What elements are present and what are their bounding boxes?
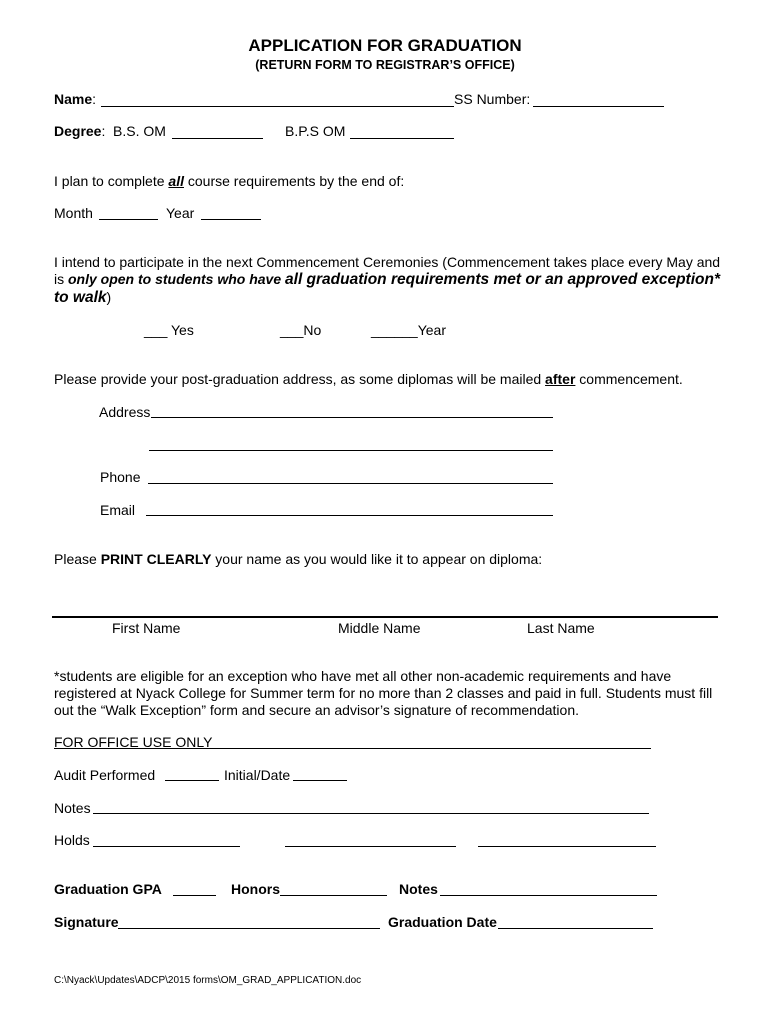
name-colon: :	[92, 91, 97, 107]
address-prefix: Please provide your post-graduation address, as some diplomas will be mailed	[54, 371, 546, 387]
yes-blank: ___	[144, 322, 168, 338]
first-name-label: First Name	[112, 620, 181, 636]
notes-label: Notes	[54, 800, 91, 816]
commencement-emphasis-2: all graduation requirements met or an approved exception*	[285, 271, 720, 288]
diploma-name-field[interactable]	[52, 616, 718, 618]
print-prefix: Please	[54, 551, 101, 567]
office-use-heading: FOR OFFICE USE ONLY	[54, 734, 213, 750]
address-instruction	[54, 371, 683, 387]
commencement-close-paren: )	[106, 289, 112, 305]
name-field[interactable]	[101, 106, 454, 107]
form-title: APPLICATION FOR GRADUATION	[248, 36, 522, 55]
degree-bps-field[interactable]	[350, 138, 454, 139]
address-field-line-1[interactable]	[151, 417, 553, 418]
address-after-emphasis: after	[545, 371, 576, 387]
degree-bs-field[interactable]	[172, 138, 263, 139]
honors-label: Honors	[231, 881, 280, 897]
email-label: Email	[100, 502, 136, 518]
middle-name-label: Middle Name	[338, 620, 421, 636]
form-subtitle: (RETURN FORM TO REGISTRAR’S OFFICE)	[255, 58, 515, 72]
commencement-emphasis-1: only open to students who have	[68, 271, 286, 287]
year-option-label: Year	[417, 322, 447, 338]
year-option-blank: ______	[371, 322, 418, 338]
no-option[interactable]	[280, 322, 321, 338]
address-suffix: commencement.	[575, 371, 683, 387]
no-blank: ___	[280, 322, 304, 338]
exception-footnote: *students are eligible for an exception who have met all other non-academic requirements and have registered at Nyack College for Summer term for no more than 2 classes and paid in full. Students must fill out the “Walk Exception” form and secure an advisor’s signature of recommendation.	[54, 668, 713, 718]
phone-label: Phone	[100, 469, 141, 485]
degree-colon: :	[101, 123, 106, 139]
month-label: Month	[54, 205, 93, 221]
name-label-group	[54, 91, 96, 107]
print-suffix: your name as you would like it to appear on diploma:	[211, 551, 543, 567]
audit-performed-label: Audit Performed	[54, 767, 156, 783]
graduation-gpa-label: Graduation GPA	[54, 881, 162, 897]
plan-all-emphasis: all	[168, 173, 184, 189]
phone-field[interactable]	[148, 483, 553, 484]
commencement-to-walk: to walk	[54, 289, 107, 306]
ss-number-label: SS Number:	[454, 91, 531, 107]
print-clearly-emphasis: PRINT CLEARLY	[100, 551, 212, 567]
name-label: Name	[54, 91, 93, 107]
final-notes-field[interactable]	[440, 895, 657, 896]
year-option[interactable]	[371, 322, 446, 338]
holds-field-2[interactable]	[285, 846, 456, 847]
honors-field[interactable]	[280, 895, 387, 896]
year-label: Year	[166, 205, 195, 221]
address-label: Address	[99, 404, 151, 420]
degree-bs-label: B.S. OM	[113, 123, 166, 139]
commencement-line-1: I intend to participate in the next Commencement Ceremonies (Commencement takes place every May and	[54, 254, 721, 270]
final-notes-label: Notes	[399, 881, 438, 897]
degree-label: Degree	[54, 123, 102, 139]
no-label: No	[303, 322, 322, 338]
audit-performed-field[interactable]	[165, 780, 219, 781]
initial-date-field[interactable]	[293, 780, 347, 781]
plan-statement	[54, 173, 404, 189]
graduation-date-field[interactable]	[498, 928, 653, 929]
address-field-line-2[interactable]	[149, 450, 553, 451]
last-name-label: Last Name	[527, 620, 595, 636]
plan-suffix: course requirements by the end of:	[183, 173, 405, 189]
month-field[interactable]	[99, 219, 158, 220]
commencement-is: is	[54, 271, 68, 287]
signature-field[interactable]	[118, 928, 380, 929]
commencement-line-2	[54, 271, 720, 289]
year-field[interactable]	[201, 219, 261, 220]
graduation-gpa-field[interactable]	[173, 895, 216, 896]
degree-label-group	[54, 123, 105, 139]
degree-bps-label: B.P.S OM	[285, 123, 346, 139]
signature-label: Signature	[54, 914, 119, 930]
initial-date-label: Initial/Date	[224, 767, 291, 783]
plan-prefix: I plan to complete	[54, 173, 169, 189]
commencement-line-3	[54, 289, 111, 307]
email-field[interactable]	[146, 515, 553, 516]
yes-label: Yes	[167, 322, 194, 338]
holds-label: Holds	[54, 832, 90, 848]
holds-field-1[interactable]	[93, 846, 240, 847]
notes-field[interactable]	[93, 813, 649, 814]
graduation-date-label: Graduation Date	[388, 914, 497, 930]
print-instruction	[54, 551, 542, 567]
holds-field-3[interactable]	[478, 846, 656, 847]
ss-number-field[interactable]	[533, 106, 664, 107]
yes-option[interactable]	[144, 322, 194, 338]
office-use-rule	[54, 748, 651, 749]
file-path-footer: C:\Nyack\Updates\ADCP\2015 forms\OM_GRAD_APPLICATION.doc	[54, 975, 362, 986]
